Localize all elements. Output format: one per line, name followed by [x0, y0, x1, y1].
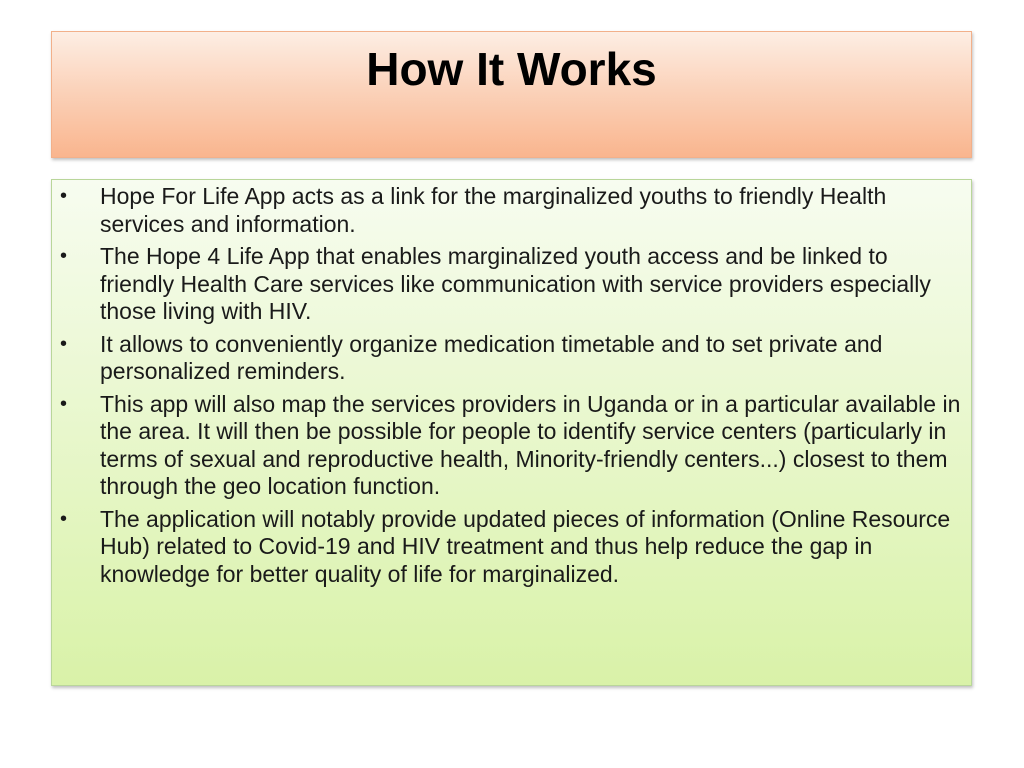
bullet-item [52, 506, 961, 589]
bullet-text: The Hope 4 Life App that enables marginalized youth access and be linked to friendly Health Care services like communication with service providers especially those living with HIV. [100, 243, 931, 324]
bullet-item [52, 243, 961, 326]
bullet-item [52, 183, 961, 238]
bullet-dot-icon: • [60, 507, 68, 530]
bullet-text: This app will also map the services providers in Uganda or in a particular available in the area. It will then be possible for people to identify service centers (particularly in terms of sexual and reproductive health, Minority-friendly centers...) closest to them through the geo location function. [100, 390, 961, 499]
bullet-dot-icon: • [60, 245, 68, 267]
bullet-text: Hope For Life App acts as a link for the marginalized youths to friendly Health services and information. [100, 183, 887, 237]
bullet-dot-icon: • [60, 185, 68, 207]
slide-title: How It Works [366, 43, 657, 95]
bullet-item [52, 331, 961, 386]
bullet-dot-icon: • [60, 392, 68, 415]
bullet-text: The application will notably provide updated pieces of information (Online Resource Hub) related to Covid-19 and HIV treatment and thus help reduce the gap in knowledge for better quality of life for marginalized. [100, 505, 951, 587]
bullet-text: It allows to conveniently organize medication timetable and to set private and personalized reminders. [100, 330, 883, 384]
title-box [51, 31, 972, 158]
bullet-item [52, 391, 961, 501]
bullet-list [52, 180, 971, 588]
content-box [51, 179, 972, 686]
bullet-dot-icon: • [60, 332, 68, 355]
